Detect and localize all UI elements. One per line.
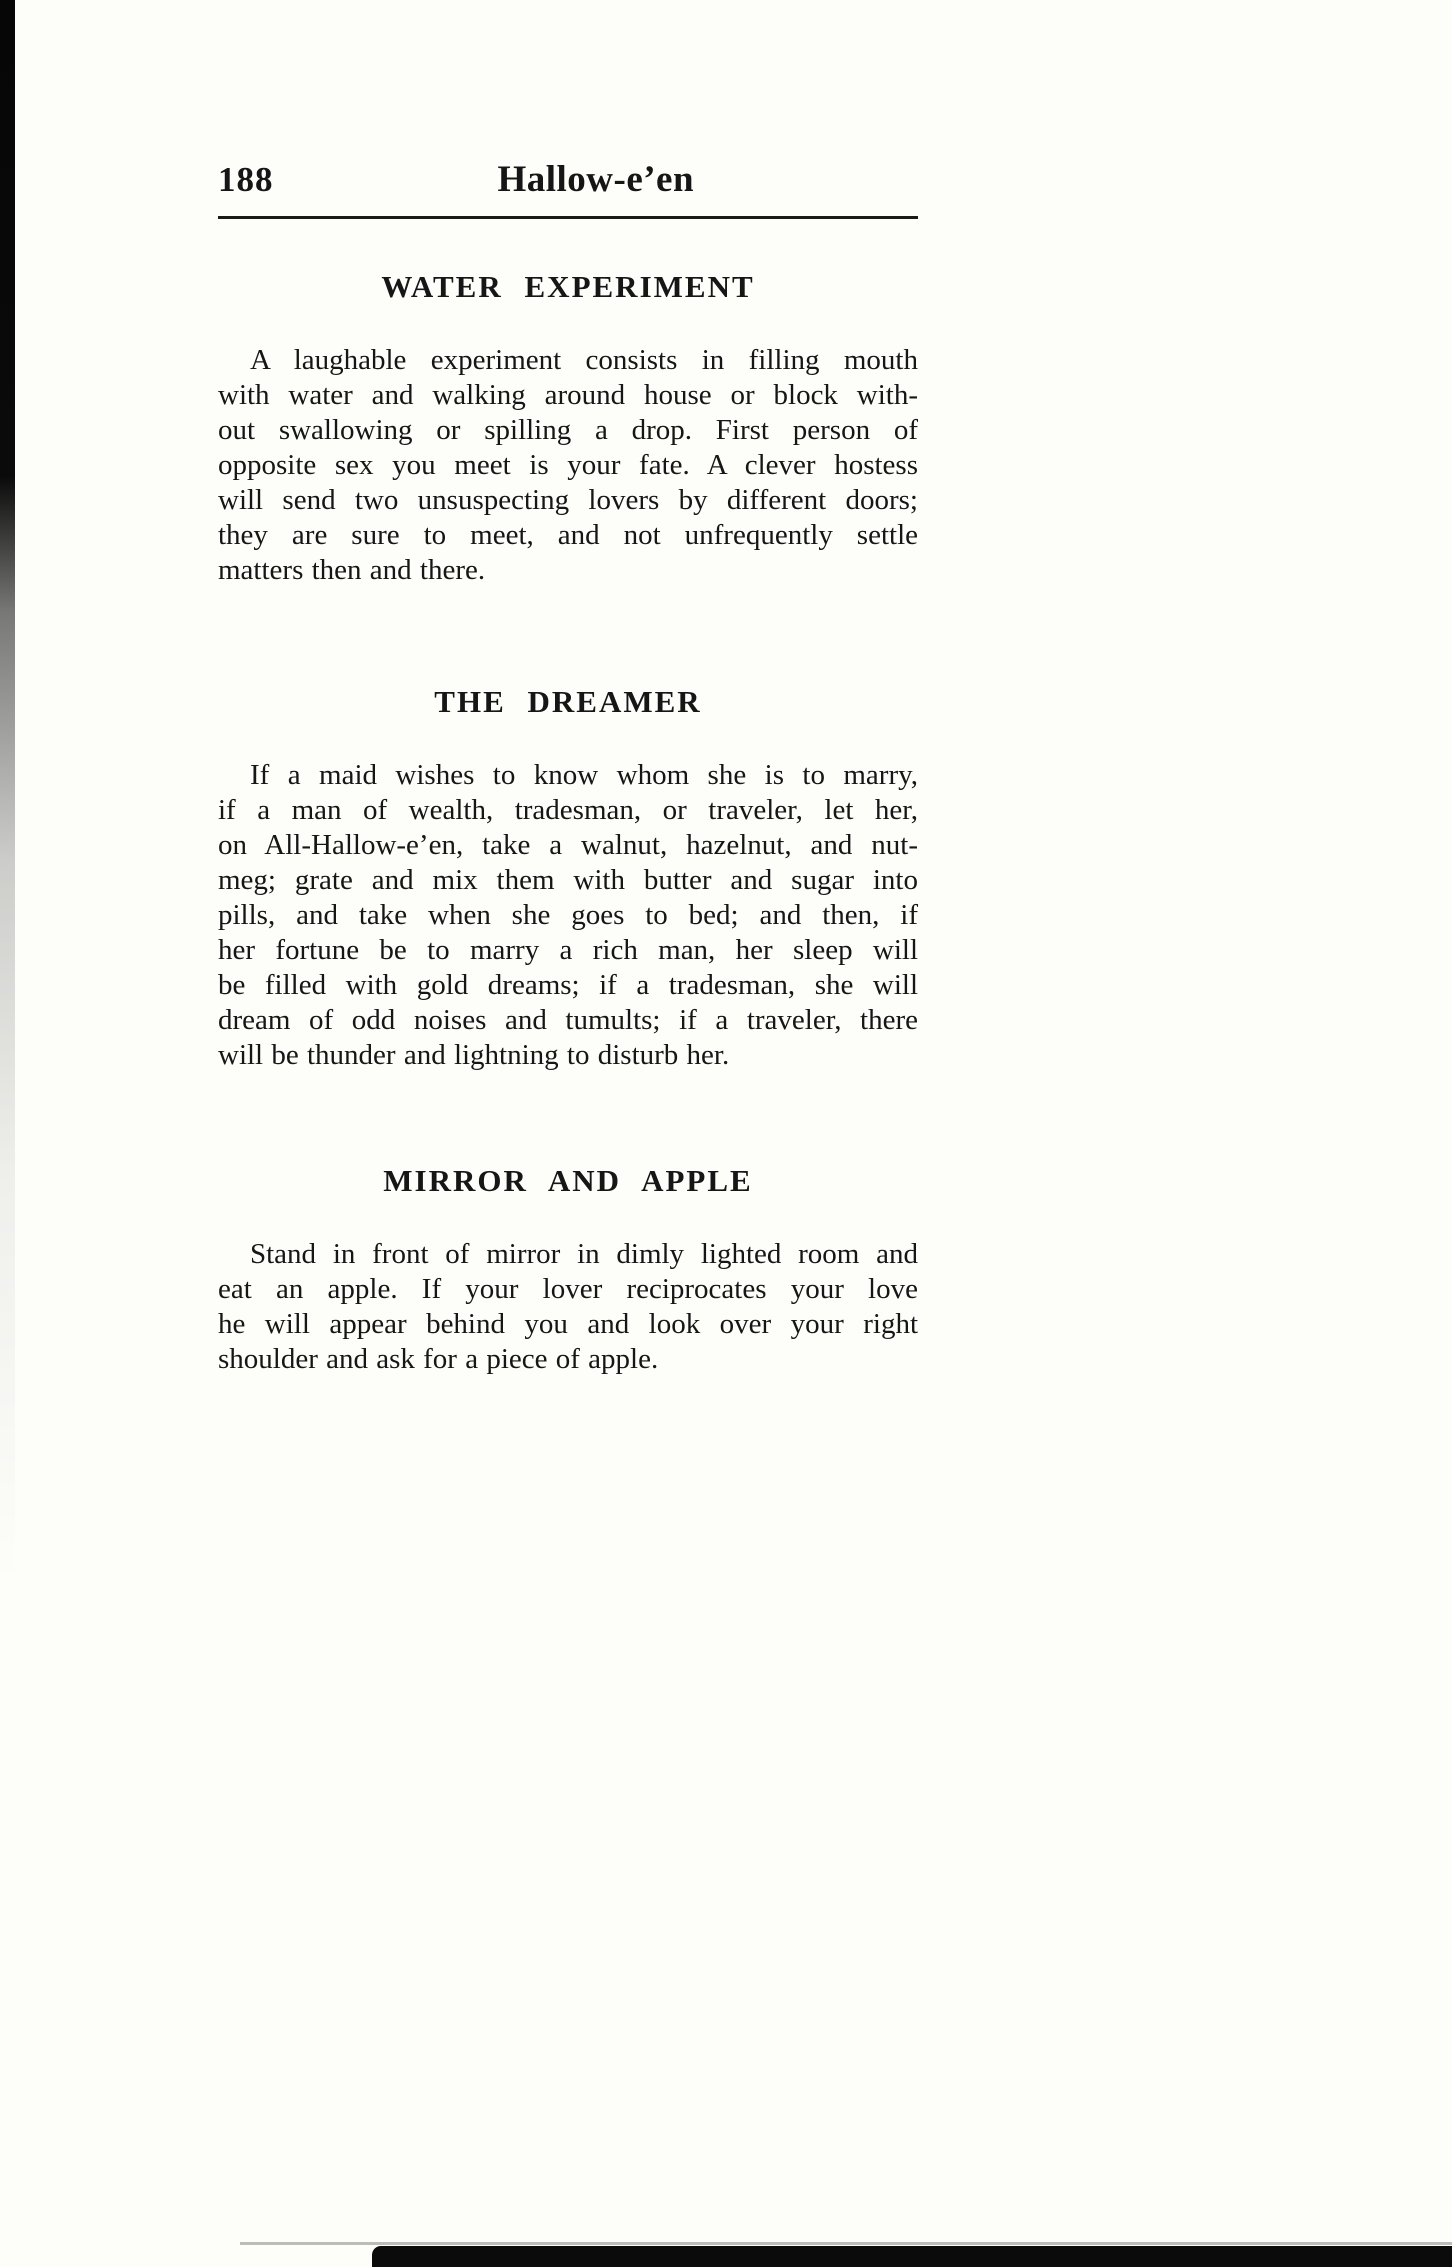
- text-line: be filled with gold dreams; if a tradesman, she will: [218, 969, 918, 1001]
- paragraph: [218, 758, 918, 1073]
- page-content: [218, 0, 918, 1377]
- paragraph: [218, 1237, 918, 1377]
- text-line: meg; grate and mix them with butter and sugar into: [218, 864, 918, 896]
- running-title: Hallow-e’en: [497, 159, 695, 200]
- section-heading: MIRROR AND APPLE: [383, 1163, 753, 1198]
- section-the-dreamer: [218, 684, 918, 1073]
- text-line: eat an apple. If your lover reciprocates your love: [218, 1273, 918, 1305]
- text-line: Stand in front of mirror in dimly lighted room and: [250, 1238, 918, 1270]
- text-line: on All-Hallow-e’en, take a walnut, hazelnut, and nut-: [218, 829, 918, 861]
- text-line: If a maid wishes to know whom she is to marry,: [250, 759, 918, 791]
- paragraph: [218, 343, 918, 588]
- text-line: will be thunder and lightning to disturb her.: [218, 1039, 730, 1071]
- page-header: [218, 158, 918, 204]
- scan-edge-artifact-bottom: [372, 2246, 1452, 2267]
- text-line: her fortune be to marry a rich man, her sleep will: [218, 934, 918, 966]
- text-line: if a man of wealth, tradesman, or traveler, let her,: [218, 794, 918, 826]
- text-line: will send two unsuspecting lovers by different doors;: [218, 484, 918, 516]
- text-line: matters then and there.: [218, 554, 486, 586]
- text-line: they are sure to meet, and not unfrequently settle: [218, 519, 918, 551]
- text-line: shoulder and ask for a piece of apple.: [218, 1343, 659, 1375]
- text-line: he will appear behind you and look over your right: [218, 1308, 918, 1340]
- section-mirror-and-apple: [218, 1163, 918, 1377]
- section-heading: WATER EXPERIMENT: [381, 269, 755, 304]
- text-line: with water and walking around house or block with-: [218, 379, 918, 411]
- text-line: out swallowing or spilling a drop. First person of: [218, 414, 918, 446]
- text-line: dream of odd noises and tumults; if a traveler, there: [218, 1004, 918, 1036]
- scan-edge-artifact-bottom-faint: [240, 2242, 1452, 2245]
- text-line: pills, and take when she goes to bed; and then, if: [218, 899, 918, 931]
- header-rule: [218, 216, 918, 219]
- section-water-experiment: [218, 269, 918, 588]
- text-line: opposite sex you meet is your fate. A clever hostess: [218, 449, 918, 481]
- page-number: 188: [218, 160, 274, 199]
- text-line: A laughable experiment consists in filling mouth: [250, 344, 918, 376]
- section-heading: THE DREAMER: [434, 684, 702, 719]
- scan-edge-artifact-left: [0, 0, 15, 2267]
